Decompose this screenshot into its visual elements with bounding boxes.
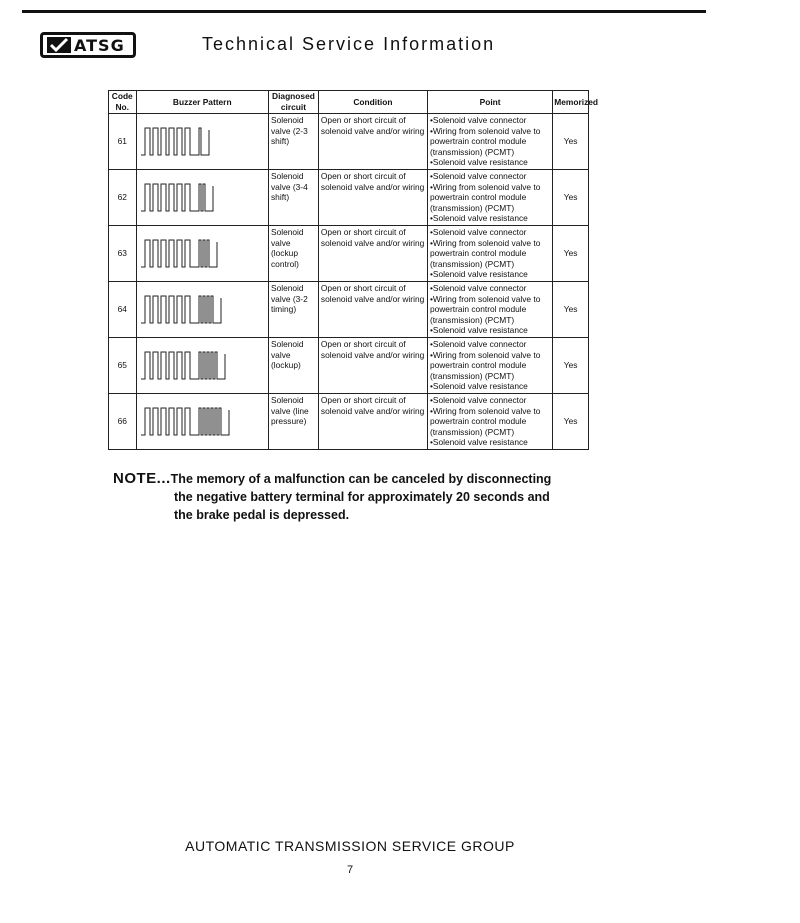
condition-cell: Open or short circuit of solenoid valve and/or wiring [318, 114, 427, 170]
note-label: NOTE... [113, 470, 171, 487]
point-cell [427, 170, 552, 226]
buzzer-waveform [141, 240, 217, 267]
column-header-code: Code No. [109, 91, 137, 114]
point-item: •Solenoid valve connector [429, 395, 527, 405]
point-item: •Wiring from solenoid valve to powertrain control module (transmission) (PCMT) [429, 405, 541, 437]
point-item: •Solenoid valve resistance [429, 381, 528, 392]
code-cell: 65 [109, 338, 137, 394]
code-cell: 63 [109, 226, 137, 282]
point-item: •Wiring from solenoid valve to powertrain control module (transmission) (PCMT) [429, 293, 541, 325]
point-item: •Solenoid valve resistance [429, 269, 528, 280]
note-block [113, 470, 583, 524]
buzzer-pattern-graphic [136, 114, 268, 170]
memorized-cell: Yes [553, 170, 589, 226]
note-text: The memory of a malfunction can be canceled by disconnecting [170, 472, 552, 486]
point-item: •Solenoid valve connector [429, 283, 527, 293]
circuit-cell: Solenoid valve (lockup) [268, 338, 318, 394]
point-item: •Solenoid valve resistance [429, 437, 528, 448]
condition-cell: Open or short circuit of solenoid valve and/or wiring [318, 282, 427, 338]
point-cell [427, 226, 552, 282]
checkmark-icon [47, 37, 71, 53]
point-cell [427, 338, 552, 394]
header-rule [22, 10, 706, 13]
condition-cell: Open or short circuit of solenoid valve and/or wiring [318, 170, 427, 226]
circuit-cell: Solenoid valve (2-3 shift) [268, 114, 318, 170]
table-row [109, 170, 589, 226]
table-row [109, 114, 589, 170]
point-item: •Wiring from solenoid valve to powertrain control module (transmission) (PCMT) [429, 125, 541, 157]
point-cell [427, 394, 552, 450]
point-cell [427, 282, 552, 338]
table-row [109, 282, 589, 338]
point-item: •Wiring from solenoid valve to powertrain control module (transmission) (PCMT) [429, 181, 541, 213]
buzzer-pattern-graphic [136, 394, 268, 450]
buzzer-waveform [141, 352, 225, 379]
note-line [113, 470, 583, 488]
table-row [109, 394, 589, 450]
condition-cell: Open or short circuit of solenoid valve and/or wiring [318, 394, 427, 450]
buzzer-pattern-graphic [136, 338, 268, 394]
logo-text: ATSG [74, 35, 125, 55]
atsg-logo [40, 32, 136, 58]
column-header-buzzer-pattern: Buzzer Pattern [136, 91, 268, 114]
table-header-row [109, 91, 589, 114]
note-line: the brake pedal is depressed. [174, 508, 350, 522]
column-header-memorized: Memorized [553, 91, 589, 114]
column-header-diagnosed-circuit: Diagnosed circuit [268, 91, 318, 114]
buzzer-waveform [141, 184, 213, 211]
memorized-cell: Yes [553, 114, 589, 170]
buzzer-waveform [141, 296, 221, 323]
note-line: the negative battery terminal for approximately 20 seconds and [174, 490, 550, 504]
circuit-cell: Solenoid valve (3-2 timing) [268, 282, 318, 338]
code-cell: 61 [109, 114, 137, 170]
footer-org: AUTOMATIC TRANSMISSION SERVICE GROUP [185, 838, 515, 854]
diagnostic-code-table [108, 90, 599, 450]
code-cell: 66 [109, 394, 137, 450]
condition-cell: Open or short circuit of solenoid valve and/or wiring [318, 226, 427, 282]
point-item: •Solenoid valve resistance [429, 325, 528, 336]
memorized-cell: Yes [553, 282, 589, 338]
page-title: Technical Service Information [202, 34, 496, 54]
memorized-cell: Yes [553, 394, 589, 450]
memorized-cell: Yes [553, 226, 589, 282]
buzzer-waveform [141, 128, 209, 155]
circuit-cell: Solenoid valve (line pressure) [268, 394, 318, 450]
point-cell [427, 114, 552, 170]
point-item: •Solenoid valve connector [429, 115, 527, 125]
point-item: •Solenoid valve connector [429, 339, 527, 349]
code-cell: 62 [109, 170, 137, 226]
code-cell: 64 [109, 282, 137, 338]
memorized-cell: Yes [553, 338, 589, 394]
column-header-point: Point [427, 91, 552, 114]
table-row [109, 226, 589, 282]
point-item: •Solenoid valve connector [429, 171, 527, 181]
buzzer-pattern-graphic [136, 226, 268, 282]
buzzer-pattern-graphic [136, 282, 268, 338]
point-item: •Solenoid valve connector [429, 227, 527, 237]
point-item: •Solenoid valve resistance [429, 157, 528, 168]
buzzer-waveform [141, 408, 229, 435]
point-item: •Solenoid valve resistance [429, 213, 528, 224]
table-row [109, 338, 589, 394]
buzzer-pattern-graphic [136, 170, 268, 226]
point-item: •Wiring from solenoid valve to powertrain control module (transmission) (PCMT) [429, 237, 541, 269]
column-header-condition: Condition [318, 91, 427, 114]
circuit-cell: Solenoid valve (lockup control) [268, 226, 318, 282]
condition-cell: Open or short circuit of solenoid valve and/or wiring [318, 338, 427, 394]
point-item: •Wiring from solenoid valve to powertrain control module (transmission) (PCMT) [429, 349, 541, 381]
circuit-cell: Solenoid valve (3-4 shift) [268, 170, 318, 226]
page-number: 7 [346, 864, 354, 876]
